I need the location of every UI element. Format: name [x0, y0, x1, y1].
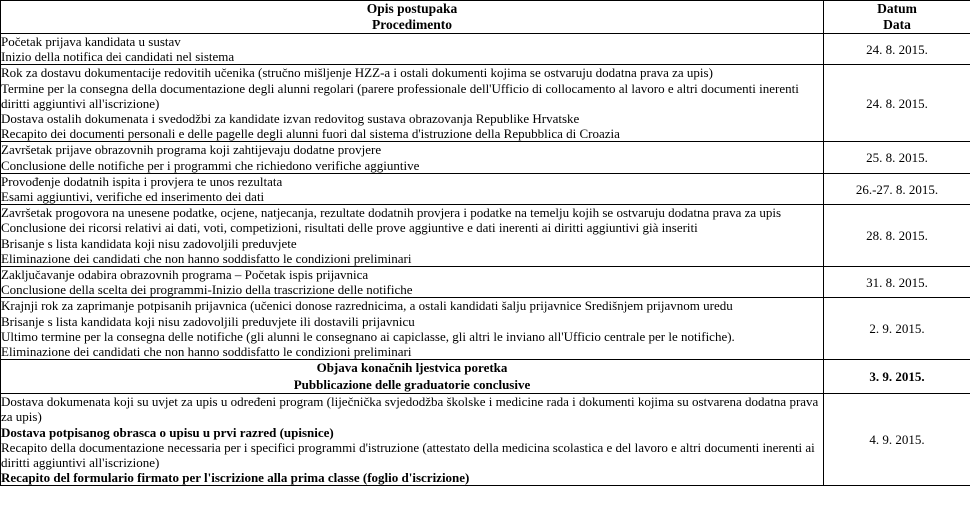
procedure-line: Recapito dei documenti personali e delle pagelle degli alunni fuori dal sistema d'istruzione della Repubblica di Croazia — [1, 126, 620, 142]
procedure-line: Završetak prijave obrazovnih programa koji zahtijevaju dodatne provjere — [1, 142, 382, 158]
procedure-date-cell: 2. 9. 2015. — [824, 298, 970, 360]
header-row — [1, 1, 970, 34]
table-row — [1, 267, 970, 298]
column-header-date-it: Data — [883, 17, 911, 32]
procedure-line: Početak prijava kandidata u sustav — [1, 34, 181, 49]
procedure-line: Inizio della notifica dei candidati nel sistema — [1, 49, 235, 65]
procedure-date-cell: 24. 8. 2015. — [824, 65, 970, 142]
table-row — [1, 298, 970, 360]
table-row — [1, 394, 970, 486]
table-row — [1, 173, 970, 204]
procedure-line: Brisanje s lista kandidata koji nisu zadovoljili preduvjete ili dostavili prijavnicu — [1, 313, 415, 329]
procedure-line: Recapito della documentazione necessaria per i specifici programmi d'istruzione (attestato della medicina scolastica e del lavoro e altri documenti inerenti ai diritti aggiuntivi all'iscrizione) — [1, 439, 815, 471]
procedure-line: Termine per la consegna della documentazione degli alunni regolari (parere professionale dell'Ufficio di collocamento al lavoro e altri documenti inerenti diritti aggiuntivi all'iscrizione) — [1, 80, 799, 111]
column-header-date — [824, 1, 970, 34]
procedure-line: Objava konačnih ljestvica poretka — [316, 360, 508, 376]
column-header-description-hr: Opis postupaka — [366, 1, 458, 16]
procedure-line: Zaključavanje odabira obrazovnih programa – Početak ispis prijavnica — [1, 267, 369, 283]
table-row — [1, 65, 970, 142]
procedure-description-cell — [1, 360, 824, 394]
procedure-description-cell — [1, 267, 824, 298]
procedure-line: Eliminazione dei candidati che non hanno soddisfatto le condizioni preliminari — [1, 250, 412, 266]
procedure-line: Conclusione della scelta dei programmi-Inizio della trascrizione delle notifiche — [1, 282, 413, 298]
procedure-description-cell — [1, 65, 824, 142]
procedure-date-cell: 24. 8. 2015. — [824, 34, 970, 65]
procedure-line: Recapito del formulario firmato per l'iscrizione alla prima classe (foglio d'iscrizione) — [1, 470, 470, 486]
procedure-line: Brisanje s lista kandidata koji nisu zadovoljili preduvjete — [1, 235, 297, 251]
procedure-line: Esami aggiuntivi, verifiche ed inserimento dei dati — [1, 189, 265, 205]
procedure-description-cell — [1, 142, 824, 173]
table-header — [1, 1, 970, 34]
procedure-description-cell — [1, 173, 824, 204]
procedure-line: Conclusione dei ricorsi relativi ai dati, voti, competizioni, risultati delle prove aggiuntive e dati inerenti ai diritti aggiuntivi già inseriti — [1, 220, 698, 236]
procedure-description-cell — [1, 34, 824, 65]
table-body — [1, 34, 970, 486]
procedure-line: Provođenje dodatnih ispita i provjera te unos rezultata — [1, 173, 283, 189]
table-row — [1, 34, 970, 65]
procedure-line: Krajnji rok za zaprimanje potpisanih prijavnica (učenici donose razrednicima, a ostali kandidati šalju prijavnice Središnjem prijavnom uredu — [1, 298, 733, 314]
table-row — [1, 142, 970, 173]
column-header-description — [1, 1, 824, 34]
procedure-date-cell: 26.-27. 8. 2015. — [824, 173, 970, 204]
procedure-line: Dostava ostalih dokumenata i svedodžbi za kandidate izvan redovitog sustava obrazovanja Republike Hrvatske — [1, 111, 580, 127]
column-header-description-it: Procedimento — [372, 17, 452, 32]
procedure-date-cell: 3. 9. 2015. — [824, 360, 970, 394]
table-row — [1, 205, 970, 267]
procedure-line: Ultimo termine per la consegna delle notifiche (gli alunni le consegnano ai capiclasse, gli altri le inviano all'Ufficio centrale per le notifiche). — [1, 328, 735, 344]
procedure-line: Završetak progovora na unesene podatke, ocjene, natjecanja, rezultate dodatnih provjera i podatke na temelju kojih se ostvaruju dodatna prava za upis — [1, 205, 782, 221]
procedure-line: Dostava potpisanog obrasca o upisu u prvi razred (upisnice) — [1, 424, 334, 440]
procedure-date-cell: 28. 8. 2015. — [824, 205, 970, 267]
table-row — [1, 360, 970, 394]
procedure-date-cell: 31. 8. 2015. — [824, 267, 970, 298]
procedure-line: Pubblicazione delle graduatorie conclusive — [293, 376, 531, 392]
procedure-line: Conclusione delle notifiche per i programmi che richiedono verifiche aggiuntive — [1, 157, 420, 173]
procedure-description-cell — [1, 394, 824, 486]
procedure-description-cell — [1, 298, 824, 360]
procedure-line: Dostava dokumenata koji su uvjet za upis u određeni program (liječnička svjedodžba školske i medicine rada i dokumenti kojima su ostvarena dodatna prava za upis) — [1, 394, 819, 425]
procedure-line: Rok za dostavu dokumentacije redovitih učenika (stručno mišljenje HZZ-a i ostali dokumenti kojima se ostvaruju dodatna prava za upis) — [1, 65, 713, 81]
procedure-line: Eliminazione dei candidati che non hanno soddisfatto le condizioni preliminari — [1, 344, 412, 360]
procedure-date-cell: 25. 8. 2015. — [824, 142, 970, 173]
column-header-date-hr: Datum — [877, 1, 917, 16]
procedure-date-cell: 4. 9. 2015. — [824, 394, 970, 486]
procedure-description-cell — [1, 205, 824, 267]
